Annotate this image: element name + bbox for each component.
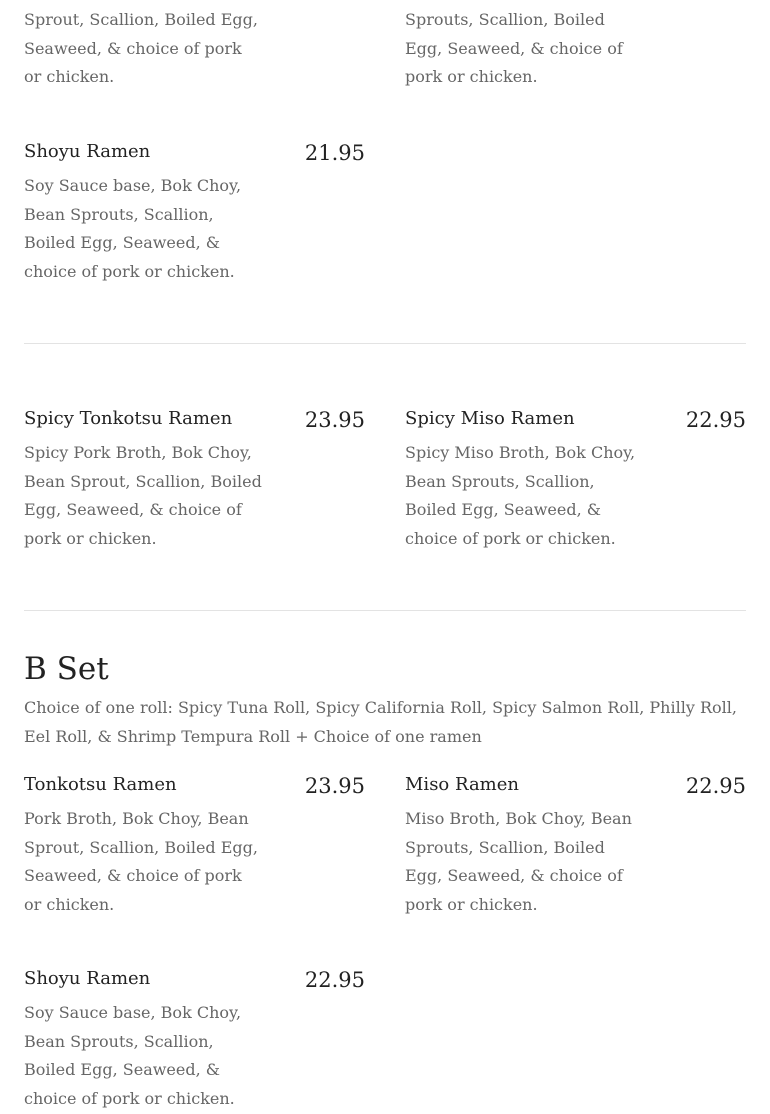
menu-item-description: Sprout, Scallion, Boiled Egg, Seaweed, & choice of pork or chicken. <box>24 10 258 87</box>
menu-item-description: Soy Sauce base, Bok Choy, Bean Sprouts, Scallion, Boiled Egg, Seaweed, & choice of pork or chicken. <box>24 1003 242 1109</box>
set-description: Choice of one roll: Spicy Tuna Roll, Spicy California Roll, Spicy Salmon Roll, Philly Roll, Eel Roll, & Shrimp Tempura Roll + Choice of one ramen <box>24 698 737 746</box>
menu-item-description: Spicy Miso Broth, Bok Choy, Bean Sprouts, Scallion, Boiled Egg, Seaweed, & choice of pork or chicken. <box>405 443 636 549</box>
menu-item-name: Shoyu Ramen <box>24 141 151 162</box>
menu-item-description: Spicy Pork Broth, Bok Choy, Bean Sprout, Scallion, Boiled Egg, Seaweed, & choice of pork or chicken. <box>24 443 262 549</box>
menu-item-price: 22.95 <box>685 774 746 798</box>
menu-item-description: Miso Broth, Bok Choy, Bean Sprouts, Scallion, Boiled Egg, Seaweed, & choice of pork or chicken. <box>405 809 632 915</box>
menu-item-price: 23.95 <box>304 774 365 798</box>
menu-item-price: 22.95 <box>685 408 746 432</box>
menu-item-name: Tonkotsu Ramen <box>24 774 177 795</box>
menu-item-spicy-tonkotsu-ramen <box>24 408 365 558</box>
menu-item-name: Spicy Miso Ramen <box>405 408 575 429</box>
menu-item-tonkotsu-ramen <box>24 774 365 924</box>
section-divider <box>24 343 746 344</box>
menu-item-spicy-miso-ramen <box>405 408 746 558</box>
section-divider <box>24 610 746 611</box>
menu-item-shoyu-ramen <box>24 968 365 1109</box>
set-title: B Set <box>24 651 109 687</box>
menu-item-description: Sprouts, Scallion, Boiled Egg, Seaweed, & choice of pork or chicken. <box>405 10 623 87</box>
menu-item-name: Spicy Tonkotsu Ramen <box>24 408 233 429</box>
menu-item-price: 22.95 <box>304 968 365 992</box>
menu-item-description: Soy Sauce base, Bok Choy, Bean Sprouts, Scallion, Boiled Egg, Seaweed, & choice of pork or chicken. <box>24 176 242 282</box>
menu-item-price: 21.95 <box>304 141 365 165</box>
menu-item-name: Shoyu Ramen <box>24 968 151 989</box>
menu-item-price: 23.95 <box>304 408 365 432</box>
menu-item-shoyu-ramen <box>24 141 365 291</box>
menu-item-miso-ramen <box>405 774 746 924</box>
menu-item-name: Miso Ramen <box>405 774 519 795</box>
menu-item-description: Pork Broth, Bok Choy, Bean Sprout, Scallion, Boiled Egg, Seaweed, & choice of pork or chicken. <box>24 809 258 915</box>
